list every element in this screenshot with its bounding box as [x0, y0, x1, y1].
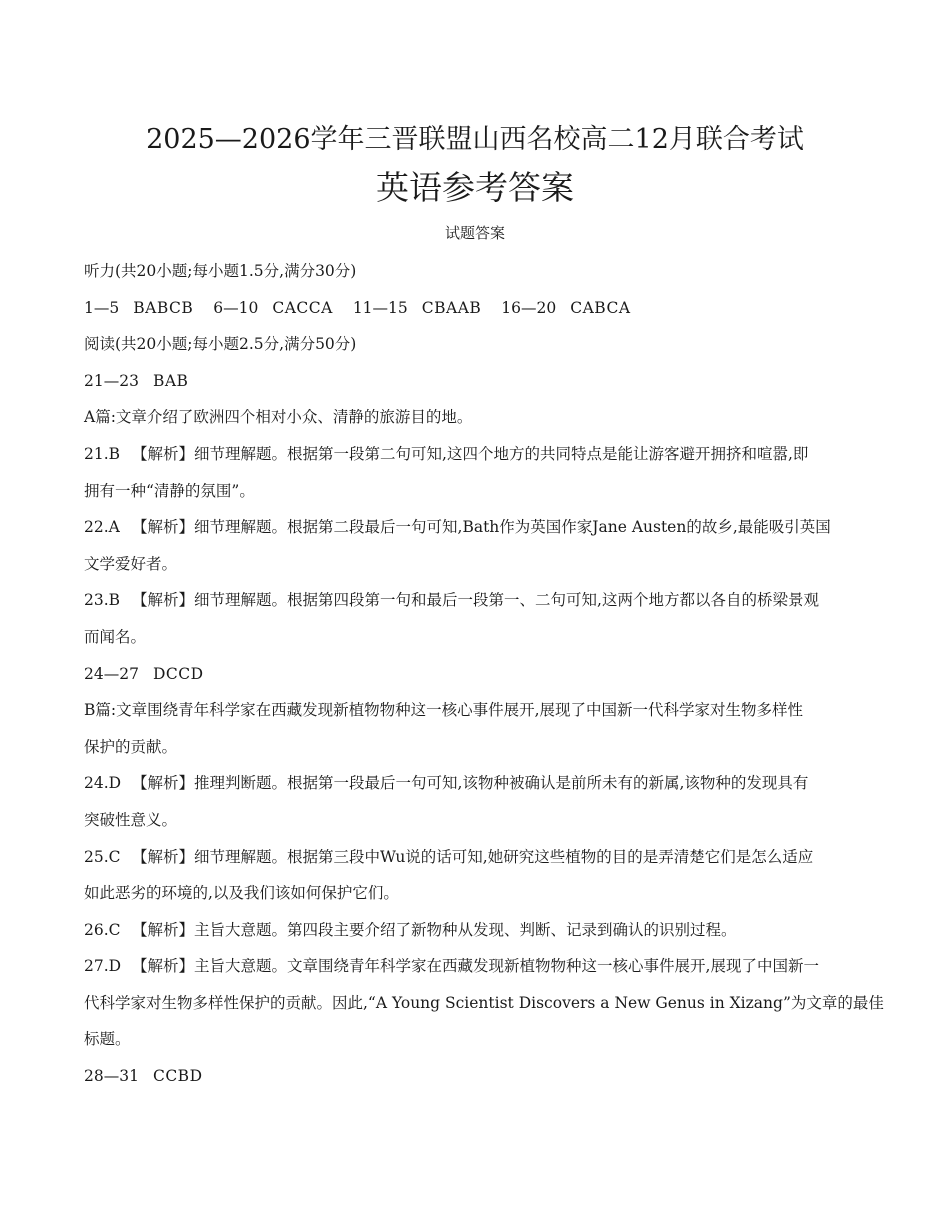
answer-group: 16—20 CABCA: [501, 298, 631, 317]
item-27-cont: 代科学家对生物多样性保护的贡献。因此,“A Young Scientist Discovers a New Genus in Xizang”为文章的最佳: [84, 993, 884, 1012]
passage-b-summary: B篇:文章围绕青年科学家在西藏发现新植物物种这一核心事件展开,展现了中国新一代科学家对生物多样性: [84, 701, 804, 720]
item-25-cont: 如此恶劣的环境的,以及我们该如何保护它们。: [84, 884, 399, 903]
listening-heading: 听力(共20小题;每小题1.5分,满分30分): [84, 262, 357, 280]
item-21: 21.B 【解析】细节理解题。根据第一段第二句可知,这四个地方的共同特点是能让游客避开拥挤和喧嚣,即: [84, 444, 809, 463]
item-27: 27.D 【解析】主旨大意题。文章围绕青年科学家在西藏发现新植物物种这一核心事件展开,展现了中国新一: [84, 957, 819, 976]
item-22: 22.A 【解析】细节理解题。根据第二段最后一句可知,Bath作为英国作家Jane Austen的故乡,最能吸引英国: [84, 518, 831, 537]
passage-a-answers: 21—23 BAB: [84, 371, 189, 390]
section-caption: 试题答案: [444, 224, 505, 242]
answer-group: 11—15 CBAAB: [352, 298, 482, 317]
listening-answers: [84, 290, 874, 327]
item-21-cont: 拥有一种“清静的氛围”。: [84, 481, 255, 500]
answer-group: 1—5 BABCB: [84, 298, 194, 317]
passage-b-answers: 24—27 DCCD: [84, 664, 204, 683]
passage-a-summary: A篇:文章介绍了欧洲四个相对小众、清静的旅游目的地。: [84, 408, 473, 427]
item-22-cont: 文学爱好者。: [84, 554, 178, 573]
item-23: 23.B 【解析】细节理解题。根据第四段第一句和最后一段第一、二句可知,这两个地方都以各自的桥梁景观: [84, 591, 819, 610]
answer-body: [84, 253, 884, 1095]
item-24-cont: 突破性意义。: [84, 810, 178, 829]
passage-b-summary-cont: 保护的贡献。: [84, 737, 178, 756]
reading-heading: 阅读(共20小题;每小题2.5分,满分50分): [84, 335, 357, 354]
item-25: 25.C 【解析】细节理解题。根据第三段中Wu说的话可知,她研究这些植物的目的是弄清楚它们是怎么适应: [84, 847, 814, 866]
item-26: 26.C 【解析】主旨大意题。第四段主要介绍了新物种从发现、判断、记录到确认的识别过程。: [84, 920, 737, 939]
item-27-cont2: 标题。: [84, 1030, 131, 1049]
item-23-cont: 而闻名。: [84, 627, 147, 646]
item-24: 24.D 【解析】推理判断题。根据第一段最后一句可知,该物种被确认是前所未有的新属,该物种的发现具有: [84, 774, 809, 793]
exam-title: 2025—2026学年三晋联盟山西名校高二12月联合考试: [146, 124, 804, 155]
answer-group: 6—10 CACCA: [213, 298, 333, 317]
passage-c-answers: 28—31 CCBD: [84, 1067, 203, 1086]
answer-key-title: 英语参考答案: [376, 168, 574, 207]
